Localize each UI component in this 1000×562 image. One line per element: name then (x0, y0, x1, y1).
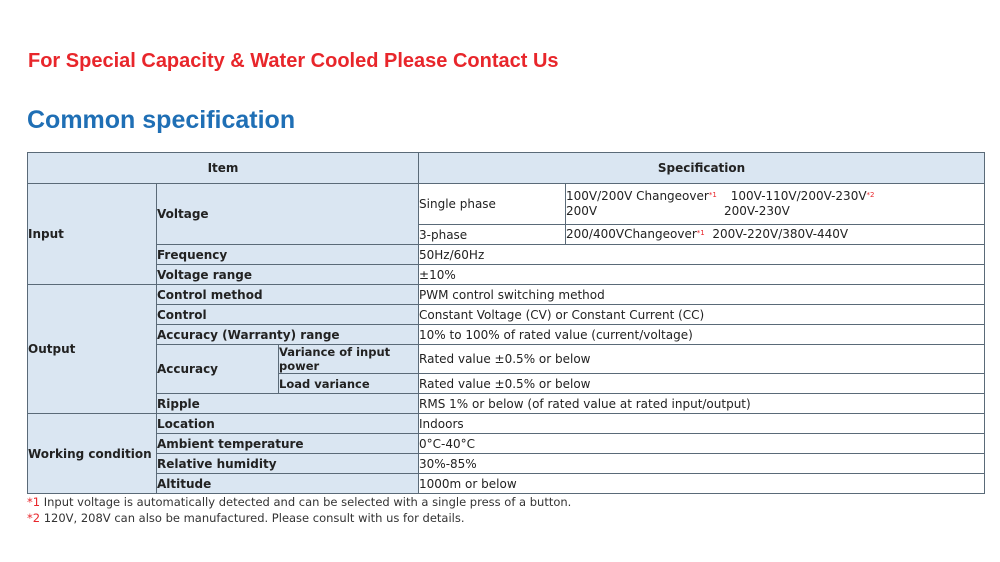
row-label-ambient: Ambient temperature (157, 434, 419, 454)
row-label-accuracy-range: Accuracy (Warranty) range (157, 325, 419, 345)
row-value-location: Indoors (419, 414, 985, 434)
single-b2: 200V-230V (724, 204, 790, 218)
footnote-2-text: 120V, 208V can also be manufactured. Please consult with us for details. (43, 511, 465, 525)
row-label-humidity: Relative humidity (157, 454, 419, 474)
single-a2: 200V (566, 204, 598, 218)
table-row (28, 414, 985, 434)
row-value-ambient: 0°C-40°C (419, 434, 985, 454)
table-row (28, 434, 985, 454)
contact-banner: For Special Capacity & Water Cooled Please Contact Us (28, 50, 559, 72)
footnote-1-mark: *1 (27, 495, 41, 509)
table-row (28, 454, 985, 474)
row-label-frequency: Frequency (157, 245, 419, 265)
note-mark-1: *1 (708, 191, 717, 199)
single-phase-label: Single phase (419, 184, 566, 225)
table-row (28, 305, 985, 325)
row-label-voltage-range: Voltage range (157, 265, 419, 285)
group-working-condition: Working condition (28, 414, 157, 494)
table-row (28, 184, 985, 225)
row-value-variance: Rated value ±0.5% or below (419, 345, 985, 374)
row-label-load-variance: Load variance (279, 374, 419, 394)
table-row (28, 325, 985, 345)
single-a1: 100V/200V Changeover (566, 189, 709, 203)
row-label-altitude: Altitude (157, 474, 419, 494)
footnote-1-text: Input voltage is automatically detected and can be selected with a single press of a button. (43, 495, 572, 509)
row-value-ripple: RMS 1% or below (of rated value at rated input/output) (419, 394, 985, 414)
header-item: Item (28, 153, 419, 184)
row-value-humidity: 30%-85% (419, 454, 985, 474)
table-row (28, 345, 985, 374)
row-label-location: Location (157, 414, 419, 434)
row-label-control-method: Control method (157, 285, 419, 305)
single-b1: 100V-110V/200V-230V (730, 189, 867, 203)
row-label-control: Control (157, 305, 419, 325)
footnote-2-mark: *2 (27, 511, 41, 525)
row-value-load-variance: Rated value ±0.5% or below (419, 374, 985, 394)
row-value-control-method: PWM control switching method (419, 285, 985, 305)
table-header-row (28, 153, 985, 184)
note-mark-2: *2 (866, 191, 875, 199)
three-phase-values (566, 225, 985, 245)
footnote-1 (27, 494, 571, 510)
single-phase-line-1 (566, 189, 984, 204)
three-b: 200V-220V/380V-440V (712, 227, 849, 241)
group-output: Output (28, 285, 157, 414)
spec-table (27, 152, 985, 494)
row-value-voltage-range: ±10% (419, 265, 985, 285)
row-value-altitude: 1000m or below (419, 474, 985, 494)
single-phase-line-2 (566, 204, 984, 219)
table-row (28, 394, 985, 414)
footnotes (27, 494, 571, 526)
group-input: Input (28, 184, 157, 285)
header-specification: Specification (419, 153, 985, 184)
three-phase-label: 3-phase (419, 225, 566, 245)
row-value-frequency: 50Hz/60Hz (419, 245, 985, 265)
three-a: 200/400VChangeover (566, 227, 697, 241)
single-phase-values (566, 184, 985, 225)
footnote-2 (27, 510, 571, 526)
table-row (28, 285, 985, 305)
section-heading: Common specification (27, 106, 296, 134)
row-value-control: Constant Voltage (CV) or Constant Current (CC) (419, 305, 985, 325)
row-label-variance: Variance of input power (279, 345, 419, 374)
row-value-accuracy-range: 10% to 100% of rated value (current/voltage) (419, 325, 985, 345)
table-row (28, 245, 985, 265)
note-mark-1b: *1 (696, 229, 705, 237)
row-label-ripple: Ripple (157, 394, 419, 414)
table-row (28, 265, 985, 285)
row-label-voltage: Voltage (157, 184, 419, 245)
table-row (28, 474, 985, 494)
row-label-accuracy: Accuracy (157, 345, 279, 394)
